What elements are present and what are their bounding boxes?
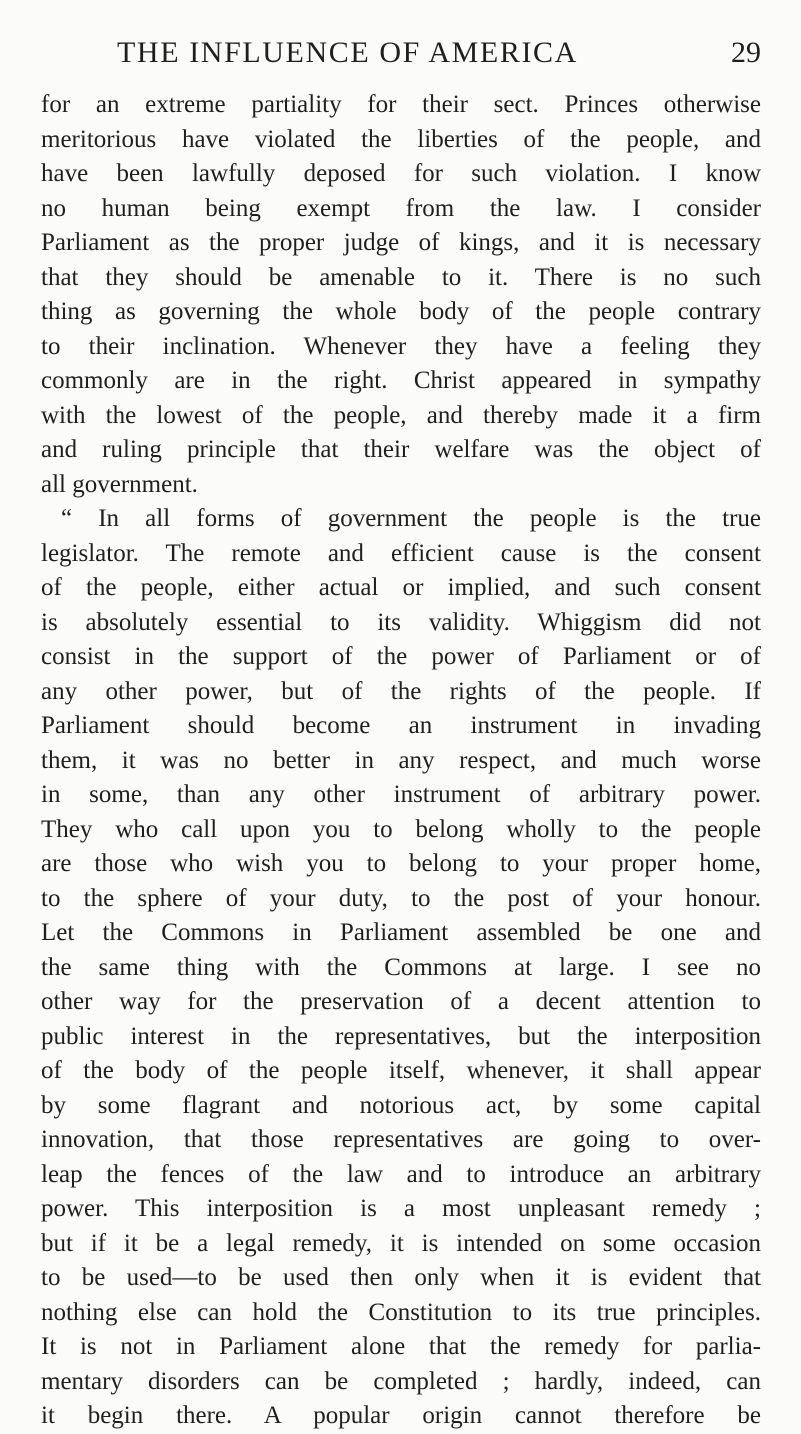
text-line: Parliament should become an instrument in invading: [41, 712, 761, 739]
text-line: of the body of the people itself, whenever, it shall appear: [41, 1057, 761, 1084]
text-line: to the sphere of your duty, to the post of your honour.: [41, 884, 761, 912]
text-line: are those who wish you to belong to your proper home,: [41, 850, 761, 877]
text-line: in some, than any other instrument of arbitrary power.: [41, 781, 761, 808]
text-line: Let the Commons in Parliament assembled be one and: [41, 919, 761, 946]
text-line: by some flagrant and notorious act, by some capital: [41, 1091, 761, 1119]
text-line: but if it be a legal remedy, it is intended on some occasion: [41, 1229, 761, 1257]
text-line: thing as governing the whole body of the people contrary: [41, 298, 761, 325]
text-line: mentary disorders can be completed ; hardly, indeed, can: [41, 1367, 761, 1395]
text-line: Parliament as the proper judge of kings, and it is necessary: [41, 229, 761, 256]
text-line: commonly are in the right. Christ appeared in sympathy: [41, 367, 761, 394]
text-line: power. This interposition is a most unpleasant remedy ;: [41, 1195, 761, 1222]
running-title: THE INFLUENCE OF AMERICA: [117, 36, 578, 69]
text-line: public interest in the representatives, but the interposition: [41, 1022, 761, 1050]
text-line: and ruling principle that their welfare was the object of: [41, 436, 761, 463]
text-line: any other power, but of the rights of the people. If: [41, 677, 761, 705]
text-line: innovation, that those representatives are going to over-: [41, 1126, 761, 1153]
text-line: have been lawfully deposed for such violation. I know: [41, 160, 761, 187]
text-line: for an extreme partiality for their sect. Princes otherwise: [41, 91, 761, 118]
text-line: They who call upon you to belong wholly to the people: [41, 815, 761, 843]
text-line: meritorious have violated the liberties of the people, and: [41, 125, 761, 153]
text-line: no human being exempt from the law. I consider: [41, 194, 761, 222]
text-line: that they should be amenable to it. There is no such: [41, 263, 761, 291]
text-line: it begin there. A popular origin cannot therefore be: [41, 1402, 761, 1429]
text-line: all government.: [41, 470, 198, 498]
text-line: with the lowest of the people, and thereby made it a firm: [41, 401, 761, 429]
page-number: 29: [731, 36, 761, 69]
text-line: them, it was no better in any respect, and much worse: [41, 746, 761, 774]
text-line: the same thing with the Commons at large. I see no: [41, 953, 761, 981]
text-line: consist in the support of the power of Parliament or of: [41, 643, 761, 670]
text-line: to be used—to be used then only when it is evident that: [41, 1264, 761, 1291]
body-text: [41, 88, 761, 1434]
text-line: legislator. The remote and efficient cause is the consent: [41, 539, 761, 567]
text-line: nothing else can hold the Constitution to its true principles.: [41, 1298, 761, 1326]
text-line: It is not in Parliament alone that the remedy for parlia-: [41, 1333, 761, 1360]
text-line: other way for the preservation of a decent attention to: [41, 988, 761, 1015]
text-line: “ In all forms of government the people is the true: [61, 505, 761, 532]
text-line: to their inclination. Whenever they have a feeling they: [41, 332, 761, 360]
text-line: leap the fences of the law and to introduce an arbitrary: [41, 1160, 761, 1188]
text-line: is absolutely essential to its validity. Whiggism did not: [41, 608, 761, 636]
running-head: [0, 34, 801, 74]
text-line: of the people, either actual or implied, and such consent: [41, 574, 761, 601]
